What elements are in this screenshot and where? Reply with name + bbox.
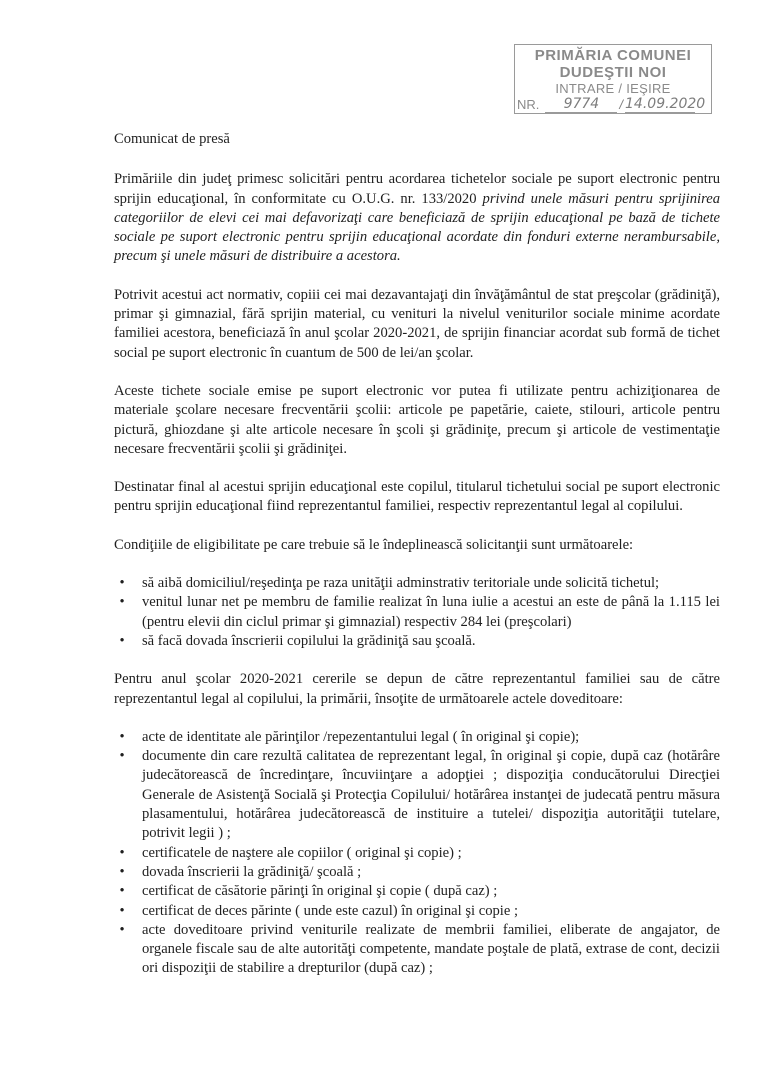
stamp-registration-number: 9774 — [545, 96, 617, 113]
stamp-registration-date: 14.09.2020 — [625, 96, 706, 112]
required-documents-list — [114, 728, 720, 979]
stamp-locality: DUDEŞTII NOI — [559, 64, 667, 81]
paragraph-beneficiaries: Potrivit acestui act normativ, copiii cei mai dezavantajaţi din învăţământul de stat preşcolar (grădiniţă), primar şi gimnazial, fără sprijin material, cu venituri la nivelul veniturilor sociale minime acordate familiei acestora, beneficiază în anul şcolar 2020-2021, de sprijin financiar acordat sub formă de tichet social pe suport electronic în cuantum de 500 de lei/an şcolar. — [114, 286, 720, 361]
paragraph-intro — [114, 170, 720, 266]
bullet-icon: • — [119, 748, 125, 765]
stamp-number-row — [515, 96, 711, 113]
eligibility-list — [114, 574, 720, 651]
bullet-icon: • — [119, 863, 125, 880]
list-item: • să facă dovada înscrierii copilului la grădiniţă sau şcoală. — [117, 632, 720, 651]
list-item: • certificat de căsătorie părinţi în original şi copie ( după caz) ; — [117, 882, 720, 901]
bullet-icon: • — [119, 728, 125, 745]
list-item: • acte de identitate ale părinţilor /repezentantului legal ( în original şi copie); — [117, 728, 720, 747]
paragraph-final-recipient: Destinatar final al acestui sprijin educaţional este copilul, titularul tichetului social pe suport electronic pentru sprijin educaţional fiind reprezentantul familiei, respectiv reprezentantul legal al copilului. — [114, 479, 720, 515]
paragraph-ticket-usage: Aceste tichete sociale emise pe suport electronic vor putea fi utilizate pentru achiziţionarea de materiale şcolare necesare frecventării şcolii: articole pe papetărie, caiete, stilouri, articole pentru pictură, ghiozdane şi alte articole necesare în şcoli şi grădiniţe, precum şi articole de vestimentaţie necesare frecventării şcolii şi grădiniţei. — [114, 382, 720, 457]
list-item: • certificatele de naştere ale copiilor ( original şi copie) ; — [117, 844, 720, 863]
list-item: • să aibă domiciliul/reşedinţa pe raza unităţii adminstrativ teritoriale unde solicită tichetul; — [117, 574, 720, 593]
bullet-icon: • — [119, 921, 125, 938]
bullet-icon: • — [119, 575, 125, 592]
stamp-nr-label: NR. — [517, 97, 540, 112]
registration-stamp — [514, 44, 712, 114]
stamp-register-type: INTRARE / IEŞIRE — [555, 81, 671, 96]
bullet-icon: • — [119, 883, 125, 900]
stamp-institution: PRIMĂRIA COMUNEI — [534, 47, 692, 64]
list-item: • dovada înscrierii la grădiniţă/ şcoală ; — [117, 863, 720, 882]
bullet-icon: • — [119, 632, 125, 649]
intro-text: Primăriile din judeţ primesc solicitări pentru acordarea tichetelor sociale pe suport electronic pentru sprijin educaţional, în conformitate cu O.U.G. nr. 133/2020 — [114, 171, 720, 207]
paragraph-application-intro: Pentru anul şcolar 2020-2021 cererile se depun de către reprezentantul familiei sau de către reprezentantul legal al copilului, la primării, însoţite de următoarele actele doveditoare: — [114, 671, 720, 707]
list-item: • certificat de deces părinte ( unde este cazul) în original şi copie ; — [117, 902, 720, 921]
bullet-icon: • — [119, 844, 125, 861]
document-title: Comunicat de presă — [114, 131, 230, 147]
paragraph-eligibility-intro: Condiţiile de eligibilitate pe care trebuie să le îndeplinească solicitanţii sunt următoarele: — [114, 536, 634, 553]
ordinance-title: privind unele măsuri pentru sprijinirea categoriilor de elevi cei mai defavorizaţi care beneficiază de sprijin educaţional pe bază de tichete sociale pe suport electronic pentru sprijin educaţional acordate din fonduri externe nerambursabile, precum şi unele măsuri de distribuire a acestora. — [114, 190, 720, 265]
bullet-icon: • — [119, 902, 125, 919]
document-body — [114, 130, 720, 998]
list-item: • acte doveditoare privind veniturile realizate de membrii familiei, eliberate de angajator, de organele fiscale sau de alte autorităţi competente, mandate poştale de plată, extrase de cont, decizii ori dispoziţii de stabilire a drepturilor (după caz) ; — [117, 921, 720, 979]
list-item: • documente din care rezultă calitatea de reprezentant legal, în original şi copie, după caz (hotărâre judecătorească de încredinţare, încuviinţare a adopţiei ; dispoziţia conducătorului Direcţiei Generale de Asistenţă Socială şi Protecţia Copilului/ hotărârea instanţei de judecată pentru măsura plasamentului, hotărârea judecătorească de instituire a tutelei/ dispoziţia autorităţii tutelare, potrivit legii ) ; — [117, 747, 720, 843]
stamp-separator: / — [619, 97, 624, 112]
list-item: • venitul lunar net pe membru de familie realizat în luna iulie a acestui an este de până la 1.115 lei (pentru elevii din ciclul primar şi gimnazial) respectiv 284 lei (preşcolari) — [117, 593, 720, 632]
bullet-icon: • — [119, 594, 125, 611]
